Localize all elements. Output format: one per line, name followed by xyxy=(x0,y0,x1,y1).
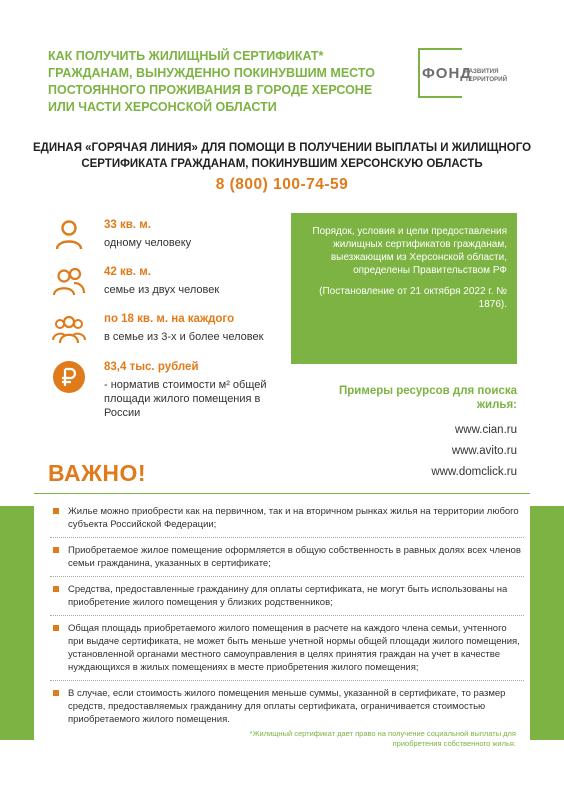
norm-item-title: 83,4 тыс. рублей xyxy=(104,361,199,373)
norm-item-desc: - норматив стоимости м² общей площади жилого помещения в России xyxy=(104,379,267,419)
norm-item-single xyxy=(52,218,292,258)
resource-link-cian[interactable]: www.cian.ru xyxy=(455,424,517,436)
norm-item-title: 33 кв. м. xyxy=(104,219,151,231)
list-item xyxy=(50,583,524,616)
left-green-band xyxy=(0,506,34,740)
list-item-text: В случае, если стоимость жилого помещения меньше суммы, указанной в сертификате, то размер средств, предоставляемых гражданину для оплаты сертификата, ограничивается стоимостью приобретаемого жилого помещения. xyxy=(68,688,506,725)
ruble-coin-icon xyxy=(52,360,86,394)
page-title: КАК ПОЛУЧИТЬ ЖИЛИЩНЫЙ СЕРТИФИКАТ* ГРАЖДАНАМ, ВЫНУЖДЕННО ПОКИНУВШИМ МЕСТО ПОСТОЯННОГО ПРОЖИВАНИЯ В ГОРОДЕ ХЕРСОНЕ ИЛИ ЧАСТИ ХЕРСОНСКОЙ ОБЛАСТИ xyxy=(48,49,375,114)
list-item xyxy=(50,622,524,681)
logo-subtitle-line1: РАЗВИТИЯ xyxy=(465,68,499,75)
right-green-band xyxy=(530,506,564,740)
norm-item-desc: в семье из 3-х и более человек xyxy=(104,331,264,343)
regulation-text: Порядок, условия и цели предоставления жилищных сертификатов гражданам, выезжающим из Херсонской области, определены Правительством РФ xyxy=(312,226,507,276)
norm-item-desc: одному человеку xyxy=(104,237,192,249)
norm-item-two xyxy=(52,265,292,305)
person-icon xyxy=(52,218,86,252)
list-item xyxy=(50,505,524,538)
resources-title: Примеры ресурсов для поиска жилья: xyxy=(338,385,517,411)
norm-item-desc: семье из двух человек xyxy=(104,284,220,296)
hotline-heading: ЕДИНАЯ «ГОРЯЧАЯ ЛИНИЯ» ДЛЯ ПОМОЩИ В ПОЛУЧЕНИИ ВЫПЛАТЫ И ЖИЛИЩНОГО СЕРТИФИКАТА ГРАЖДАНАМ, ПОКИНУВШИМ ХЕРСОНСКУЮ ОБЛАСТЬ xyxy=(32,142,532,170)
resource-link-domclick[interactable]: www.domclick.ru xyxy=(431,466,517,478)
logo-subtitle xyxy=(465,68,507,83)
three-people-icon xyxy=(52,312,86,346)
bullet-square-icon xyxy=(53,690,59,696)
logo-subtitle-line2: ТЕРРИТОРИЙ xyxy=(465,75,508,83)
divider-line xyxy=(34,493,530,494)
list-item-text: Приобретаемое жилое помещение оформляется в общую собственность в равных долях всех членов семьи гражданина, указанных в сертификате; xyxy=(68,545,521,569)
norm-item-cost xyxy=(52,360,292,430)
list-item-text: Общая площадь приобретаемого жилого помещения в расчете на каждого члена семьи, учтенного при выдаче сертификата, не может быть меньше учетной нормы общей площади жилого помещения, установленной органами местного самоуправления в целях принятия граждан на учет в качестве нуждающихся в жилых помещениях в месте приобретения жилого помещения; xyxy=(68,623,520,673)
bullet-square-icon xyxy=(53,625,59,631)
bullet-square-icon xyxy=(53,547,59,553)
list-item xyxy=(50,687,524,732)
list-item-text: Жилье можно приобрести как на первичном, так и на вторичном рынках жилья на территории любого субъекта Российской Федерации; xyxy=(68,506,519,530)
important-list xyxy=(50,505,524,738)
regulation-note: (Постановление от 21 октября 2022 г. № 1876). xyxy=(319,286,507,310)
resource-link-avito[interactable]: www.avito.ru xyxy=(451,445,517,457)
logo-main-text: ФОНД xyxy=(422,65,472,82)
norm-item-title: по 18 кв. м. на каждого xyxy=(104,313,235,325)
bullet-square-icon xyxy=(53,586,59,592)
norm-item-title: 42 кв. м. xyxy=(104,266,151,278)
two-people-icon xyxy=(52,265,86,299)
list-item xyxy=(50,544,524,577)
footnote: *Жилищный сертификат дает право на получение социальной выплаты для приобретения собственного жилья. xyxy=(249,729,516,748)
fund-logo xyxy=(418,48,508,100)
list-item-text: Средства, предоставленные гражданину для оплаты сертификата, не могут быть использованы на приобретение жилого помещения у близких родственников; xyxy=(68,584,508,608)
bullet-square-icon xyxy=(53,508,59,514)
important-heading: ВАЖНО! xyxy=(48,460,147,486)
regulation-info-box xyxy=(291,213,517,364)
norm-item-three xyxy=(52,312,292,352)
hotline-phone[interactable]: 8 (800) 100-74-59 xyxy=(215,176,349,193)
